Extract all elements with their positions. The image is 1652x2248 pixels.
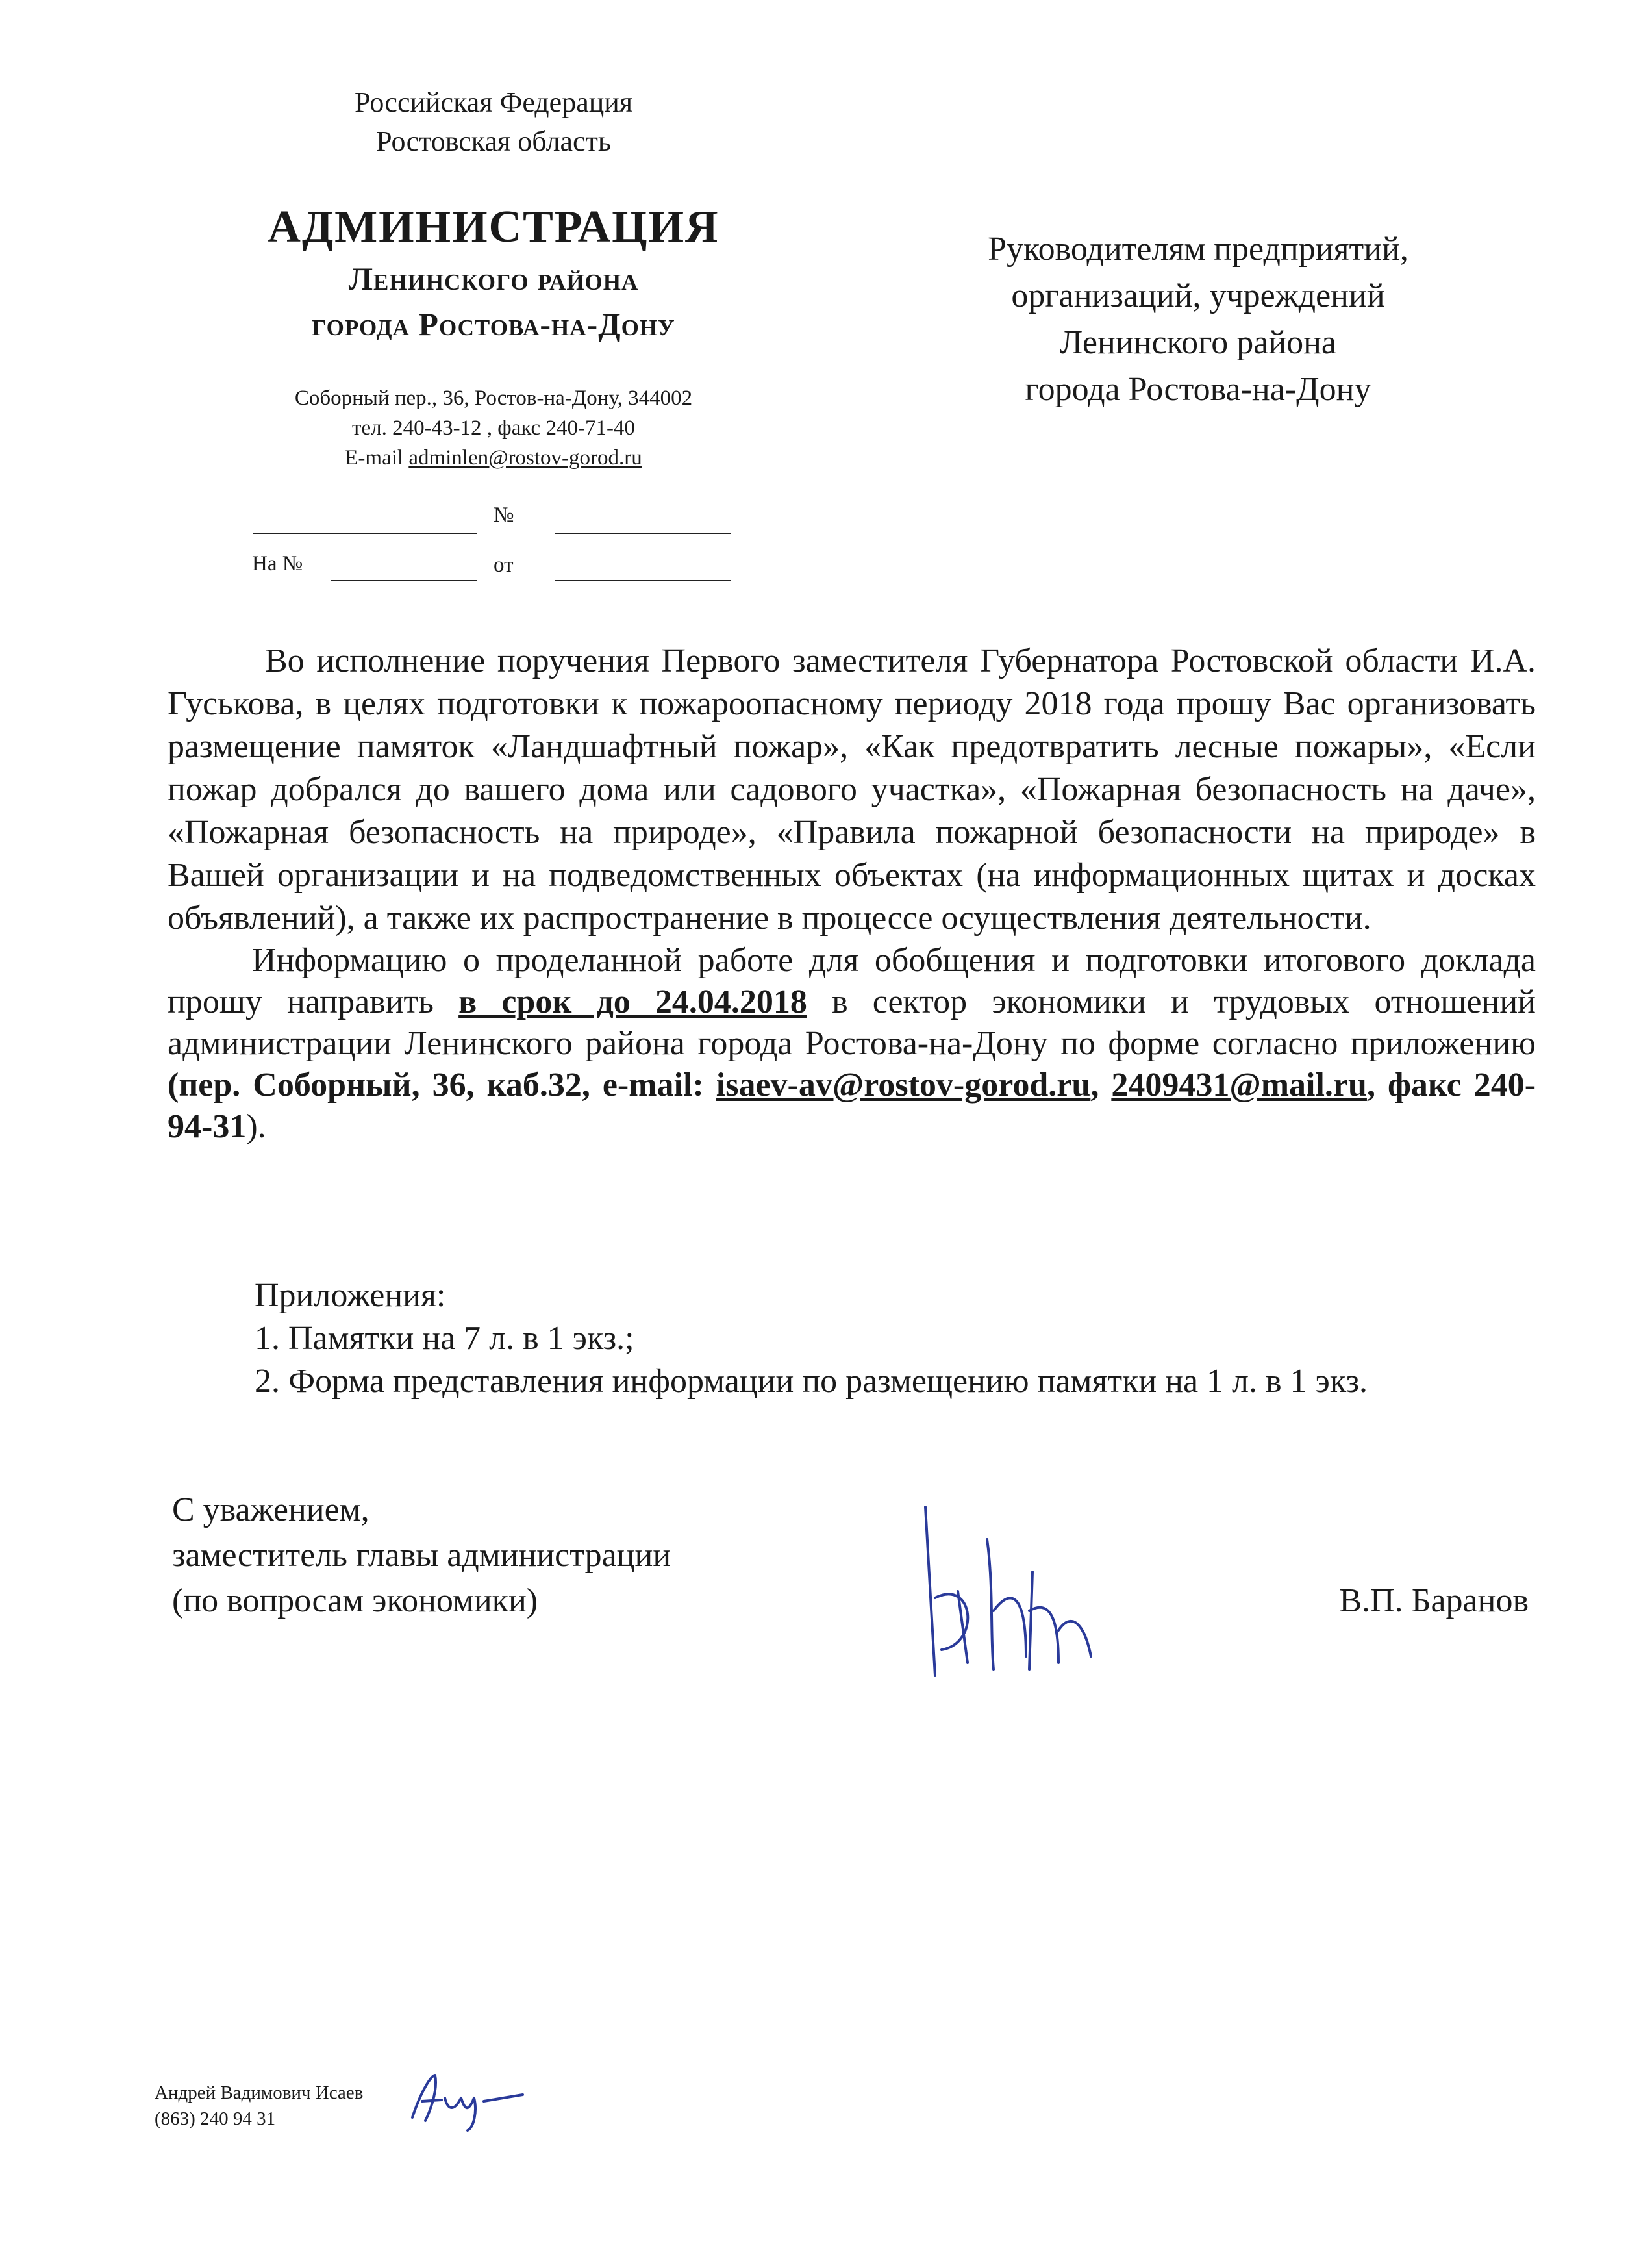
signature-block [172, 1487, 671, 1624]
contact-comma: , [1090, 1067, 1112, 1104]
contact-open: (пер. Соборный, 36, каб.32, e-mail: [168, 1067, 716, 1104]
country-line: Российская Федерация [354, 86, 633, 118]
email-label: E-mail [345, 446, 404, 470]
org-email [195, 443, 792, 473]
handwritten-signature [896, 1481, 1110, 1689]
attachment-item-2: 2. Форма представления информации по размещению памятки на 1 л. в 1 экз. [255, 1363, 1368, 1400]
signatory-position-2: (по вопросам экономики) [172, 1582, 538, 1619]
recipient-line-3: Ленинского района [1059, 324, 1337, 361]
contact-close: ). [246, 1108, 266, 1145]
executor-name: Андрей Вадимович Исаев [155, 2082, 364, 2103]
deadline: в срок до 24.04.2018 [458, 983, 807, 1020]
contact-email-2[interactable]: 2409431@mail.ru [1111, 1067, 1367, 1104]
org-address: Соборный пер., 36, Ростов-на-Дону, 344002 [294, 386, 693, 410]
outgoing-number-line [555, 533, 731, 534]
executor-phone: (863) 240 94 31 [155, 2108, 276, 2129]
signatory-name: В.П. Баранов [1339, 1582, 1529, 1619]
letter-body [168, 640, 1536, 1148]
contact-fax: , факс 240-94-31 [168, 1067, 1536, 1145]
org-district: Ленинского района [348, 260, 639, 297]
org-city: города Ростова-на-Дону [312, 306, 675, 342]
recipient-line-4: города Ростова-на-Дону [1025, 371, 1371, 408]
org-title: АДМИНИСТРАЦИЯ [268, 202, 720, 252]
recipient-block [922, 226, 1474, 413]
number-label: № [494, 503, 514, 527]
reference-label: На № [252, 552, 303, 575]
executor-block [155, 2080, 363, 2132]
attachments [255, 1274, 1553, 1403]
contact-email-1[interactable]: isaev-av@rostov-gorod.ru [716, 1067, 1091, 1104]
closing-phrase: С уважением, [172, 1491, 369, 1528]
body-paragraph-2 [168, 940, 1536, 1148]
region-line: Ростовская область [376, 125, 611, 157]
attachment-item-1: 1. Памятки на 7 л. в 1 экз.; [255, 1320, 634, 1357]
attachments-title: Приложения: [255, 1277, 446, 1314]
para2-start: Информацию о проделанной работе для обобщения и подготовки итогового доклада прошу направить [168, 942, 1536, 1020]
signatory-position-1: заместитель главы администрации [172, 1537, 671, 1574]
para2-mid: в сектор экономики и трудовых отношений администрации Ленинского района города Ростова-на-Дону по форме согласно приложению [168, 983, 1536, 1062]
reference-number-line [331, 580, 477, 581]
letterhead [195, 83, 792, 473]
org-email-link[interactable]: adminlen@rostov-gorod.ru [408, 446, 642, 470]
org-phone: тел. 240-43-12 , факс 240-71-40 [352, 416, 635, 440]
body-paragraph-1: Во исполнение поручения Первого заместителя Губернатора Ростовской области И.А. Гуськова, в целях подготовки к пожароопасному периоду 2018 года прошу Вас организовать размещение памяток «Ландшафтный пожар», «Как предотвратить лесные пожары», «Если пожар добрался до вашего дома или садового участка», «Пожарная безопасность на даче», «Пожарная безопасность на природе», «Правила пожарной безопасности на природе» в Вашей организации и на подведомственных объектах (на информационных щитах и досках объявлений), а также их распространение в процессе осуществления деятельности. [168, 642, 1536, 937]
executor-initials [403, 2062, 532, 2134]
reference-date-line [555, 580, 731, 581]
recipient-line-1: Руководителям предприятий, [988, 231, 1408, 268]
recipient-line-2: организаций, учреждений [1011, 277, 1385, 314]
from-label: от [494, 553, 514, 577]
outgoing-date-line [253, 533, 477, 534]
